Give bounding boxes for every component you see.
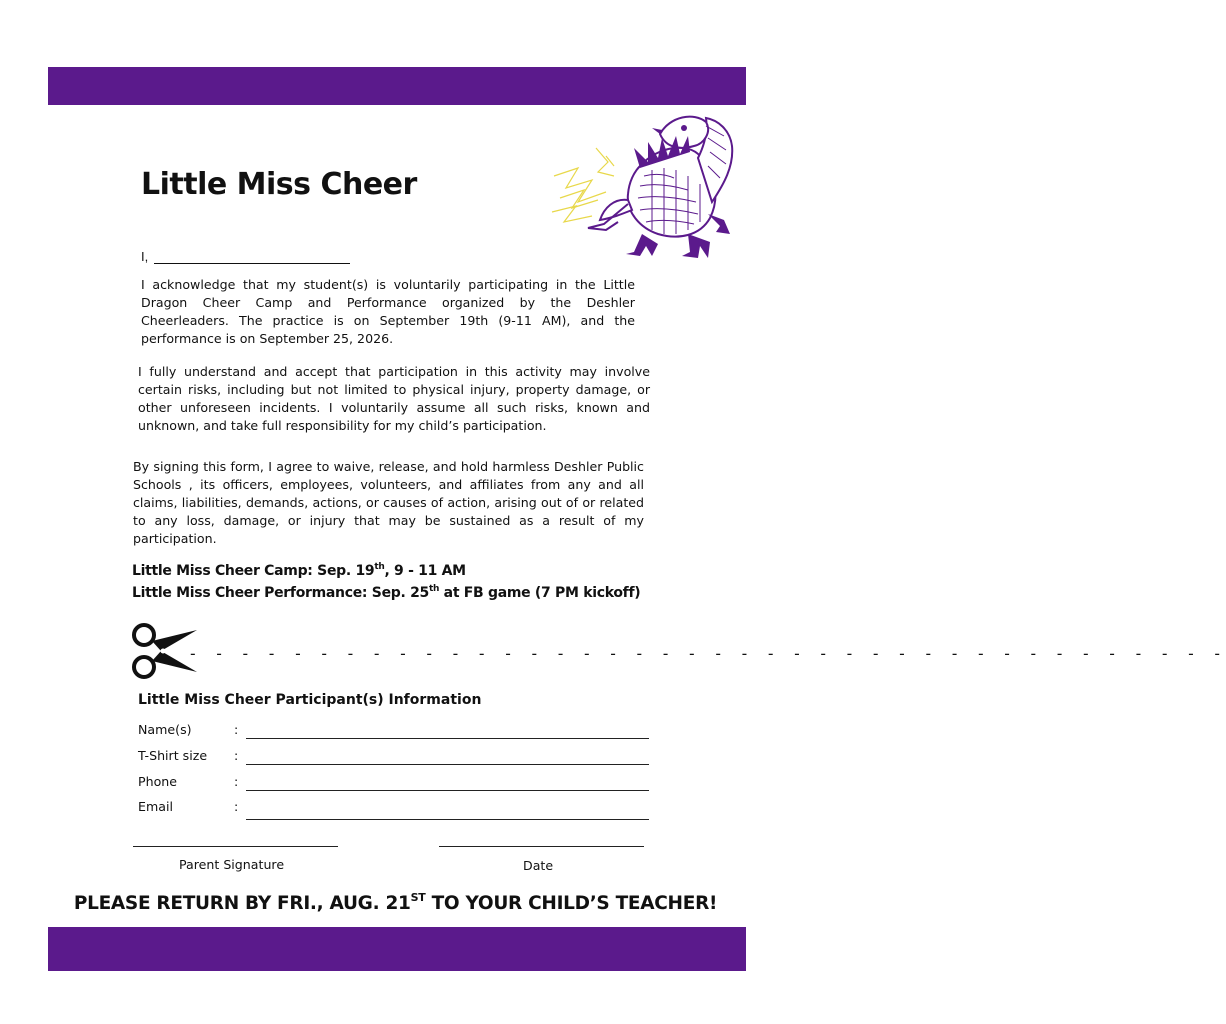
field-label: Email	[138, 799, 173, 814]
top-color-band	[48, 67, 746, 105]
field-label: Name(s)	[138, 722, 192, 737]
bottom-color-band	[48, 927, 746, 971]
email-input-line[interactable]	[246, 819, 649, 820]
form-row-email	[138, 799, 650, 821]
name-input-line[interactable]	[246, 738, 649, 739]
field-colon: :	[234, 748, 239, 763]
field-label: T-Shirt size	[138, 748, 208, 763]
phone-input-line[interactable]	[246, 790, 649, 791]
date-label: Date	[523, 858, 554, 873]
participant-name-line	[141, 249, 350, 264]
risk-paragraph: I fully understand and accept that participation in this activity may involve certain risks, including but not limited to physical injury, property damage, or other unforeseen incidents. I voluntarily assume all such risks, known and unknown, and take full responsibility for my child’s participation.	[138, 364, 650, 433]
parent-signature-line[interactable]	[133, 846, 338, 847]
cut-dashed-line: - - - - - - - - - - - - - - - - - - - - - - - - - - - - - - - - - - - - - - - -	[188, 644, 1226, 663]
return-instruction: PLEASE RETURN BY FRI., AUG. 21ST TO YOUR CHILD’S TEACHER!	[73, 891, 718, 914]
field-colon: :	[234, 774, 239, 789]
acknowledgement-paragraph: I acknowledge that my student(s) is voluntarily participating in the Little Dragon Cheer Camp and Performance organized by the Deshler Cheerleaders. The practice is on September 19th (9-11 AM), and the performance is on September 25, 2026.	[141, 277, 635, 346]
page-title: Little Miss Cheer	[141, 167, 417, 202]
tshirt-size-input-line[interactable]	[246, 764, 649, 765]
release-paragraph: By signing this form, I agree to waive, release, and hold harmless Deshler Public Schools , its officers, employees, volunteers, and affiliates from any and all claims, liabilities, demands, actions, or causes of action, arising out of or related to any loss, damage, or injury that may be sustained as a result of my participation.	[133, 459, 644, 546]
parent-signature-label: Parent Signature	[179, 857, 285, 872]
form-row-phone	[138, 774, 650, 796]
participant-info-title: Little Miss Cheer Participant(s) Information	[138, 692, 482, 708]
field-colon: :	[234, 799, 239, 814]
field-label: Phone	[138, 774, 178, 789]
dragon-mascot-icon	[548, 106, 738, 276]
performance-date-line: Little Miss Cheer Performance: Sep. 25th at FB game (7 PM kickoff)	[132, 584, 641, 601]
name-blank-field[interactable]	[154, 249, 350, 264]
field-colon: :	[234, 722, 239, 737]
form-row-tshirt	[138, 748, 650, 770]
date-signature-line[interactable]	[439, 846, 644, 847]
form-row-name	[138, 722, 650, 744]
i-prefix: I,	[141, 249, 149, 264]
camp-date-line: Little Miss Cheer Camp: Sep. 19th, 9 - 11 AM	[132, 562, 466, 579]
